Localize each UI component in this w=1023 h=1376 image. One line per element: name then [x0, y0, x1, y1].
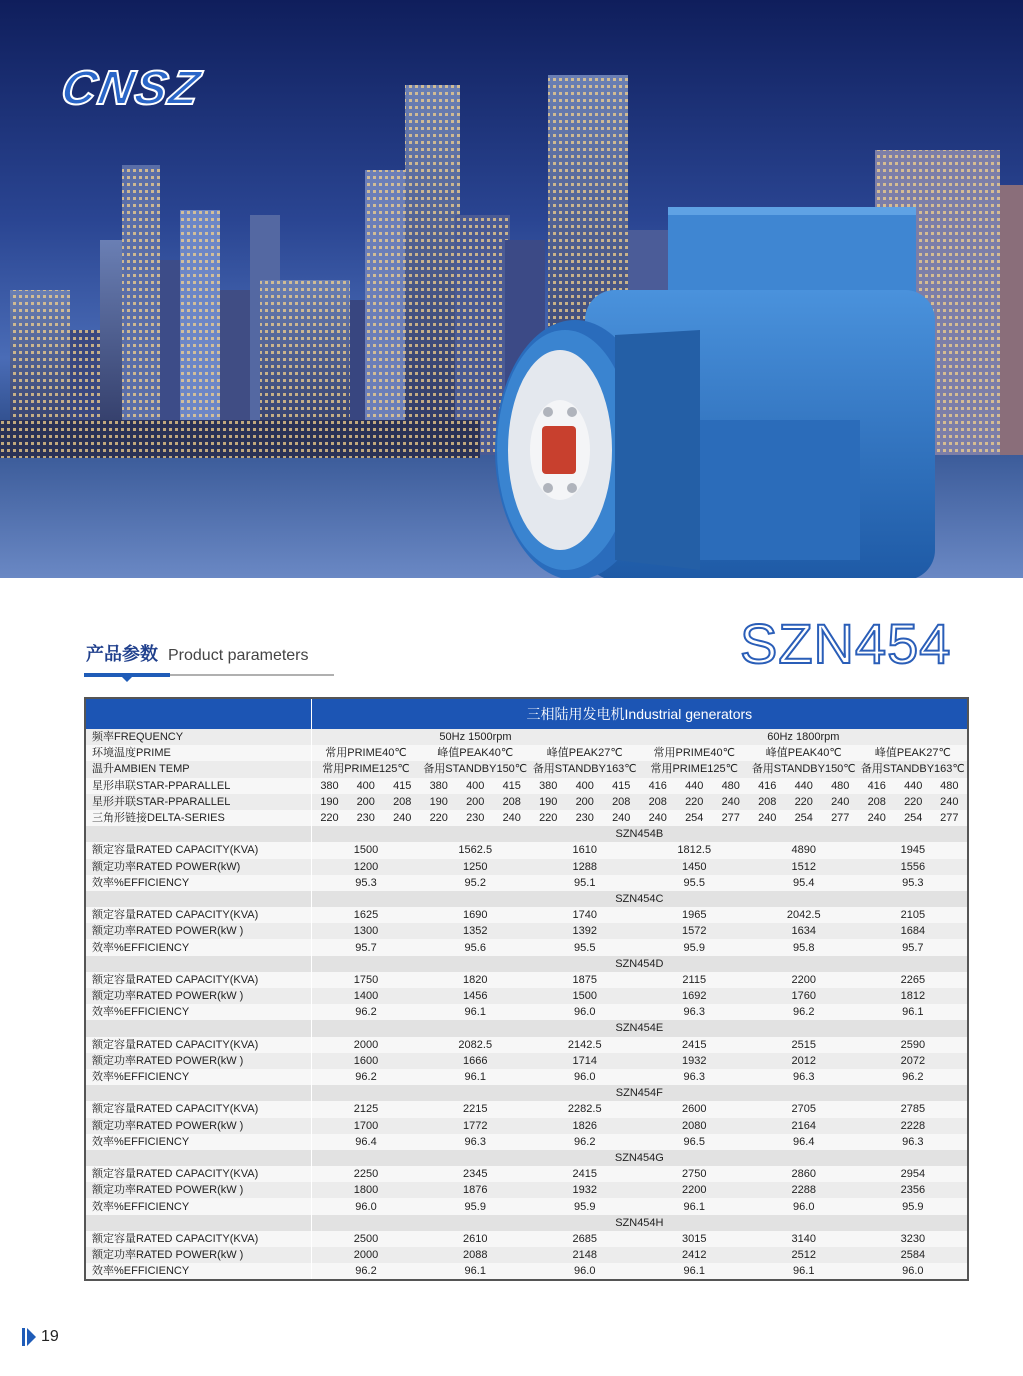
value-cell: 1740 — [530, 907, 640, 923]
voltage-cell: 277 — [713, 810, 750, 826]
model-name-cell: SZN454F — [311, 1085, 968, 1101]
value-cell: 2125 — [311, 1101, 421, 1117]
row-label: 额定容量RATED CAPACITY(KVA) — [85, 1166, 311, 1182]
value-cell: 1634 — [749, 923, 859, 939]
model-blank-cell — [85, 956, 311, 972]
model-row — [85, 1215, 968, 1231]
value-cell: 1692 — [640, 988, 750, 1004]
value-cell: 2282.5 — [530, 1101, 640, 1117]
voltage-cell: 415 — [494, 778, 531, 794]
voltage-cell: 480 — [713, 778, 750, 794]
value-cell: 1352 — [421, 923, 531, 939]
data-row — [85, 1231, 968, 1247]
value-cell: 2000 — [311, 1247, 421, 1263]
data-row — [85, 1037, 968, 1053]
voltage-cell: 200 — [567, 794, 604, 810]
value-cell: 1666 — [421, 1053, 531, 1069]
value-cell: 3230 — [859, 1231, 969, 1247]
prime-cell: 常用PRIME40℃ — [640, 745, 750, 761]
voltage-cell: 200 — [457, 794, 494, 810]
value-cell: 2412 — [640, 1247, 750, 1263]
model-blank-cell — [85, 1215, 311, 1231]
value-cell: 2072 — [859, 1053, 969, 1069]
model-name-cell: SZN454H — [311, 1215, 968, 1231]
value-cell: 96.1 — [859, 1004, 969, 1020]
row-label: 额定功率RATED POWER(kW ) — [85, 1247, 311, 1263]
row-label: 额定容量RATED CAPACITY(KVA) — [85, 1231, 311, 1247]
model-blank-cell — [85, 1085, 311, 1101]
voltage-cell: 400 — [457, 778, 494, 794]
row-label: 环境温度PRIME — [85, 745, 311, 761]
table-header-row — [85, 698, 968, 729]
value-cell: 96.2 — [859, 1069, 969, 1085]
value-cell: 2685 — [530, 1231, 640, 1247]
value-cell: 1800 — [311, 1182, 421, 1198]
value-cell: 2000 — [311, 1037, 421, 1053]
value-cell: 2356 — [859, 1182, 969, 1198]
data-row — [85, 842, 968, 858]
page-marker — [22, 1328, 59, 1346]
value-cell: 1250 — [421, 859, 531, 875]
value-cell: 1456 — [421, 988, 531, 1004]
value-cell: 2600 — [640, 1101, 750, 1117]
data-row — [85, 1263, 968, 1280]
model-name-cell: SZN454E — [311, 1020, 968, 1036]
voltage-cell: 240 — [384, 810, 421, 826]
value-cell: 2200 — [749, 972, 859, 988]
value-cell: 2265 — [859, 972, 969, 988]
value-cell: 3015 — [640, 1231, 750, 1247]
value-cell: 1572 — [640, 923, 750, 939]
value-cell: 1392 — [530, 923, 640, 939]
voltage-cell: 220 — [421, 810, 458, 826]
row-label: 额定功率RATED POWER(kW) — [85, 859, 311, 875]
row-label: 额定功率RATED POWER(kW ) — [85, 988, 311, 1004]
value-cell: 96.2 — [530, 1134, 640, 1150]
value-cell: 1556 — [859, 859, 969, 875]
value-cell: 2080 — [640, 1118, 750, 1134]
value-cell: 96.3 — [421, 1134, 531, 1150]
row-label: 额定容量RATED CAPACITY(KVA) — [85, 1037, 311, 1053]
row-label: 额定功率RATED POWER(kW ) — [85, 1053, 311, 1069]
value-cell: 1820 — [421, 972, 531, 988]
voltage-cell: 220 — [530, 810, 567, 826]
data-row — [85, 859, 968, 875]
value-cell: 1965 — [640, 907, 750, 923]
model-name: SZN454 — [740, 612, 952, 675]
data-row — [85, 1118, 968, 1134]
model-blank-cell — [85, 891, 311, 907]
heading-chinese: 产品参数 — [86, 644, 158, 664]
value-cell: 96.5 — [640, 1134, 750, 1150]
data-row — [85, 1182, 968, 1198]
value-cell: 96.0 — [530, 1069, 640, 1085]
data-row — [85, 907, 968, 923]
value-cell: 96.1 — [421, 1263, 531, 1280]
frequency-row — [85, 729, 968, 745]
voltage-cell: 380 — [421, 778, 458, 794]
value-cell: 2228 — [859, 1118, 969, 1134]
value-cell: 1300 — [311, 923, 421, 939]
row-label: 额定容量RATED CAPACITY(KVA) — [85, 972, 311, 988]
data-row — [85, 1004, 968, 1020]
value-cell: 1690 — [421, 907, 531, 923]
model-row — [85, 1085, 968, 1101]
model-blank-cell — [85, 826, 311, 842]
value-cell: 1932 — [640, 1053, 750, 1069]
data-row — [85, 1069, 968, 1085]
voltage-cell: 190 — [311, 794, 348, 810]
data-row — [85, 1134, 968, 1150]
temperature-cell: 备用STANDBY150℃ — [421, 761, 531, 777]
voltage-cell: 440 — [786, 778, 823, 794]
value-cell: 96.1 — [421, 1069, 531, 1085]
model-row — [85, 956, 968, 972]
temperature-cell: 备用STANDBY150℃ — [749, 761, 859, 777]
value-cell: 96.2 — [311, 1004, 421, 1020]
model-row — [85, 891, 968, 907]
value-cell: 1562.5 — [421, 842, 531, 858]
value-cell: 1610 — [530, 842, 640, 858]
value-cell: 1288 — [530, 859, 640, 875]
data-row — [85, 972, 968, 988]
model-row — [85, 826, 968, 842]
value-cell: 96.0 — [530, 1263, 640, 1280]
value-cell: 95.9 — [421, 1198, 531, 1214]
value-cell: 2515 — [749, 1037, 859, 1053]
temperature-cell: 备用STANDBY163℃ — [859, 761, 969, 777]
value-cell: 1812 — [859, 988, 969, 1004]
value-cell: 1450 — [640, 859, 750, 875]
value-cell: 4890 — [749, 842, 859, 858]
value-cell: 1875 — [530, 972, 640, 988]
voltage-cell: 240 — [713, 794, 750, 810]
row-label: 额定容量RATED CAPACITY(KVA) — [85, 1101, 311, 1117]
row-label: 频率FREQUENCY — [85, 729, 311, 745]
voltage-cell: 254 — [895, 810, 932, 826]
voltage-row — [85, 810, 968, 826]
row-label: 三角形链接DELTA-SERIES — [85, 810, 311, 826]
section-heading — [86, 640, 309, 670]
value-cell: 2954 — [859, 1166, 969, 1182]
row-label: 效率%EFFICIENCY — [85, 875, 311, 891]
value-cell: 2500 — [311, 1231, 421, 1247]
voltage-cell: 240 — [859, 810, 896, 826]
table-header: 三相陆用发电机Industrial generators — [311, 698, 968, 729]
model-row — [85, 1150, 968, 1166]
frequency-cell: 60Hz 1800rpm — [640, 729, 969, 745]
data-row — [85, 923, 968, 939]
logo-text: CNSZ — [57, 62, 206, 115]
row-label: 额定功率RATED POWER(kW ) — [85, 1118, 311, 1134]
prime-cell: 常用PRIME40℃ — [311, 745, 421, 761]
voltage-cell: 208 — [494, 794, 531, 810]
brand-logo — [57, 62, 240, 115]
voltage-cell: 416 — [749, 778, 786, 794]
value-cell: 95.9 — [640, 939, 750, 955]
voltage-cell: 240 — [932, 794, 969, 810]
value-cell: 2415 — [640, 1037, 750, 1053]
data-row — [85, 988, 968, 1004]
value-cell: 2148 — [530, 1247, 640, 1263]
voltage-cell: 240 — [749, 810, 786, 826]
heading-english: Product parameters — [168, 647, 309, 664]
voltage-cell: 277 — [822, 810, 859, 826]
voltage-cell: 240 — [640, 810, 677, 826]
data-row — [85, 1198, 968, 1214]
voltage-cell: 230 — [457, 810, 494, 826]
voltage-cell: 240 — [603, 810, 640, 826]
temperature-cell: 备用STANDBY163℃ — [530, 761, 640, 777]
value-cell: 1684 — [859, 923, 969, 939]
voltage-cell: 415 — [603, 778, 640, 794]
value-cell: 95.2 — [421, 875, 531, 891]
value-cell: 1200 — [311, 859, 421, 875]
value-cell: 2750 — [640, 1166, 750, 1182]
value-cell: 2105 — [859, 907, 969, 923]
data-row — [85, 1166, 968, 1182]
voltage-cell: 440 — [895, 778, 932, 794]
voltage-cell: 240 — [494, 810, 531, 826]
prime-cell: 峰值PEAK27℃ — [530, 745, 640, 761]
value-cell: 96.1 — [749, 1263, 859, 1280]
value-cell: 96.3 — [749, 1069, 859, 1085]
temperature-row — [85, 761, 968, 777]
value-cell: 96.2 — [311, 1263, 421, 1280]
value-cell: 2250 — [311, 1166, 421, 1182]
voltage-cell: 480 — [822, 778, 859, 794]
voltage-cell: 220 — [895, 794, 932, 810]
value-cell: 2512 — [749, 1247, 859, 1263]
voltage-cell: 254 — [786, 810, 823, 826]
value-cell: 1600 — [311, 1053, 421, 1069]
value-cell: 2860 — [749, 1166, 859, 1182]
value-cell: 2142.5 — [530, 1037, 640, 1053]
row-label: 效率%EFFICIENCY — [85, 1069, 311, 1085]
value-cell: 2088 — [421, 1247, 531, 1263]
voltage-cell: 208 — [384, 794, 421, 810]
value-cell: 95.8 — [749, 939, 859, 955]
value-cell: 95.7 — [311, 939, 421, 955]
frequency-cell: 50Hz 1500rpm — [311, 729, 640, 745]
voltage-cell: 380 — [530, 778, 567, 794]
row-label: 额定功率RATED POWER(kW ) — [85, 923, 311, 939]
voltage-cell: 380 — [311, 778, 348, 794]
header-blank-cell — [85, 698, 311, 729]
value-cell: 1760 — [749, 988, 859, 1004]
value-cell: 2012 — [749, 1053, 859, 1069]
prime-cell: 峰值PEAK40℃ — [749, 745, 859, 761]
row-label: 额定容量RATED CAPACITY(KVA) — [85, 907, 311, 923]
row-label: 额定容量RATED CAPACITY(KVA) — [85, 842, 311, 858]
row-label: 额定功率RATED POWER(kW ) — [85, 1182, 311, 1198]
value-cell: 1400 — [311, 988, 421, 1004]
value-cell: 96.4 — [311, 1134, 421, 1150]
voltage-cell: 230 — [567, 810, 604, 826]
value-cell: 2785 — [859, 1101, 969, 1117]
prime-cell: 峰值PEAK40℃ — [421, 745, 531, 761]
value-cell: 96.3 — [859, 1134, 969, 1150]
page-marker-arrow-icon — [27, 1328, 36, 1346]
voltage-cell: 415 — [384, 778, 421, 794]
row-label: 效率%EFFICIENCY — [85, 1004, 311, 1020]
value-cell: 1714 — [530, 1053, 640, 1069]
model-name-cell: SZN454D — [311, 956, 968, 972]
value-cell: 2705 — [749, 1101, 859, 1117]
value-cell: 95.9 — [859, 1198, 969, 1214]
row-label: 效率%EFFICIENCY — [85, 1198, 311, 1214]
value-cell: 96.2 — [311, 1069, 421, 1085]
voltage-cell: 277 — [932, 810, 969, 826]
value-cell: 2590 — [859, 1037, 969, 1053]
page-number: 19 — [41, 1328, 59, 1345]
temperature-cell: 常用PRIME125℃ — [311, 761, 421, 777]
voltage-cell: 230 — [348, 810, 385, 826]
value-cell: 2115 — [640, 972, 750, 988]
temperature-cell: 常用PRIME125℃ — [640, 761, 750, 777]
data-row — [85, 1101, 968, 1117]
row-label: 星形并联STAR-PPARALLEL — [85, 794, 311, 810]
page-marker-bar-icon — [22, 1328, 25, 1346]
heading-underline — [170, 674, 334, 676]
row-label: 星形串联STAR-PPARALLEL — [85, 778, 311, 794]
value-cell: 95.6 — [421, 939, 531, 955]
value-cell: 95.5 — [530, 939, 640, 955]
value-cell: 95.7 — [859, 939, 969, 955]
voltage-cell: 254 — [676, 810, 713, 826]
row-label: 温升AMBIEN TEMP — [85, 761, 311, 777]
voltage-cell: 208 — [640, 794, 677, 810]
value-cell: 2164 — [749, 1118, 859, 1134]
voltage-cell: 400 — [348, 778, 385, 794]
value-cell: 1876 — [421, 1182, 531, 1198]
model-name-cell: SZN454B — [311, 826, 968, 842]
value-cell: 2288 — [749, 1182, 859, 1198]
value-cell: 1945 — [859, 842, 969, 858]
value-cell: 96.3 — [640, 1004, 750, 1020]
value-cell: 1750 — [311, 972, 421, 988]
voltage-cell: 208 — [603, 794, 640, 810]
value-cell: 1932 — [530, 1182, 640, 1198]
value-cell: 2584 — [859, 1247, 969, 1263]
value-cell: 95.3 — [311, 875, 421, 891]
value-cell: 2215 — [421, 1101, 531, 1117]
value-cell: 2610 — [421, 1231, 531, 1247]
prime-row — [85, 745, 968, 761]
model-name-cell: SZN454C — [311, 891, 968, 907]
value-cell: 96.0 — [311, 1198, 421, 1214]
value-cell: 1500 — [311, 842, 421, 858]
value-cell: 1772 — [421, 1118, 531, 1134]
voltage-cell: 208 — [859, 794, 896, 810]
voltage-cell: 220 — [786, 794, 823, 810]
value-cell: 2042.5 — [749, 907, 859, 923]
value-cell: 1826 — [530, 1118, 640, 1134]
row-label: 效率%EFFICIENCY — [85, 1134, 311, 1150]
value-cell: 2200 — [640, 1182, 750, 1198]
value-cell: 95.3 — [859, 875, 969, 891]
value-cell: 95.1 — [530, 875, 640, 891]
value-cell: 95.4 — [749, 875, 859, 891]
row-label: 效率%EFFICIENCY — [85, 939, 311, 955]
prime-cell: 峰值PEAK27℃ — [859, 745, 969, 761]
voltage-cell: 220 — [676, 794, 713, 810]
value-cell: 3140 — [749, 1231, 859, 1247]
voltage-cell: 416 — [859, 778, 896, 794]
voltage-cell: 480 — [932, 778, 969, 794]
value-cell: 2082.5 — [421, 1037, 531, 1053]
value-cell: 1500 — [530, 988, 640, 1004]
voltage-cell: 240 — [822, 794, 859, 810]
voltage-row — [85, 778, 968, 794]
value-cell: 1512 — [749, 859, 859, 875]
data-row — [85, 939, 968, 955]
value-cell: 1812.5 — [640, 842, 750, 858]
voltage-cell: 190 — [530, 794, 567, 810]
voltage-cell: 208 — [749, 794, 786, 810]
heading-pointer-icon — [122, 677, 132, 682]
model-blank-cell — [85, 1020, 311, 1036]
value-cell: 96.2 — [749, 1004, 859, 1020]
value-cell: 95.9 — [530, 1198, 640, 1214]
row-label: 效率%EFFICIENCY — [85, 1263, 311, 1280]
voltage-cell: 220 — [311, 810, 348, 826]
model-name-cell: SZN454G — [311, 1150, 968, 1166]
voltage-cell: 416 — [640, 778, 677, 794]
voltage-cell: 200 — [348, 794, 385, 810]
voltage-cell: 190 — [421, 794, 458, 810]
value-cell: 2345 — [421, 1166, 531, 1182]
value-cell: 96.1 — [421, 1004, 531, 1020]
hero-image — [0, 0, 1023, 578]
value-cell: 96.1 — [640, 1263, 750, 1280]
value-cell: 96.0 — [859, 1263, 969, 1280]
value-cell: 1625 — [311, 907, 421, 923]
product-parameters-table — [84, 697, 969, 1281]
data-row — [85, 1053, 968, 1069]
value-cell: 96.3 — [640, 1069, 750, 1085]
data-row — [85, 1247, 968, 1263]
value-cell: 96.4 — [749, 1134, 859, 1150]
value-cell: 96.0 — [530, 1004, 640, 1020]
value-cell: 2415 — [530, 1166, 640, 1182]
voltage-row — [85, 794, 968, 810]
voltage-cell: 400 — [567, 778, 604, 794]
model-row — [85, 1020, 968, 1036]
value-cell: 95.5 — [640, 875, 750, 891]
value-cell: 1700 — [311, 1118, 421, 1134]
value-cell: 96.0 — [749, 1198, 859, 1214]
model-blank-cell — [85, 1150, 311, 1166]
data-row — [85, 875, 968, 891]
value-cell: 96.1 — [640, 1198, 750, 1214]
voltage-cell: 440 — [676, 778, 713, 794]
